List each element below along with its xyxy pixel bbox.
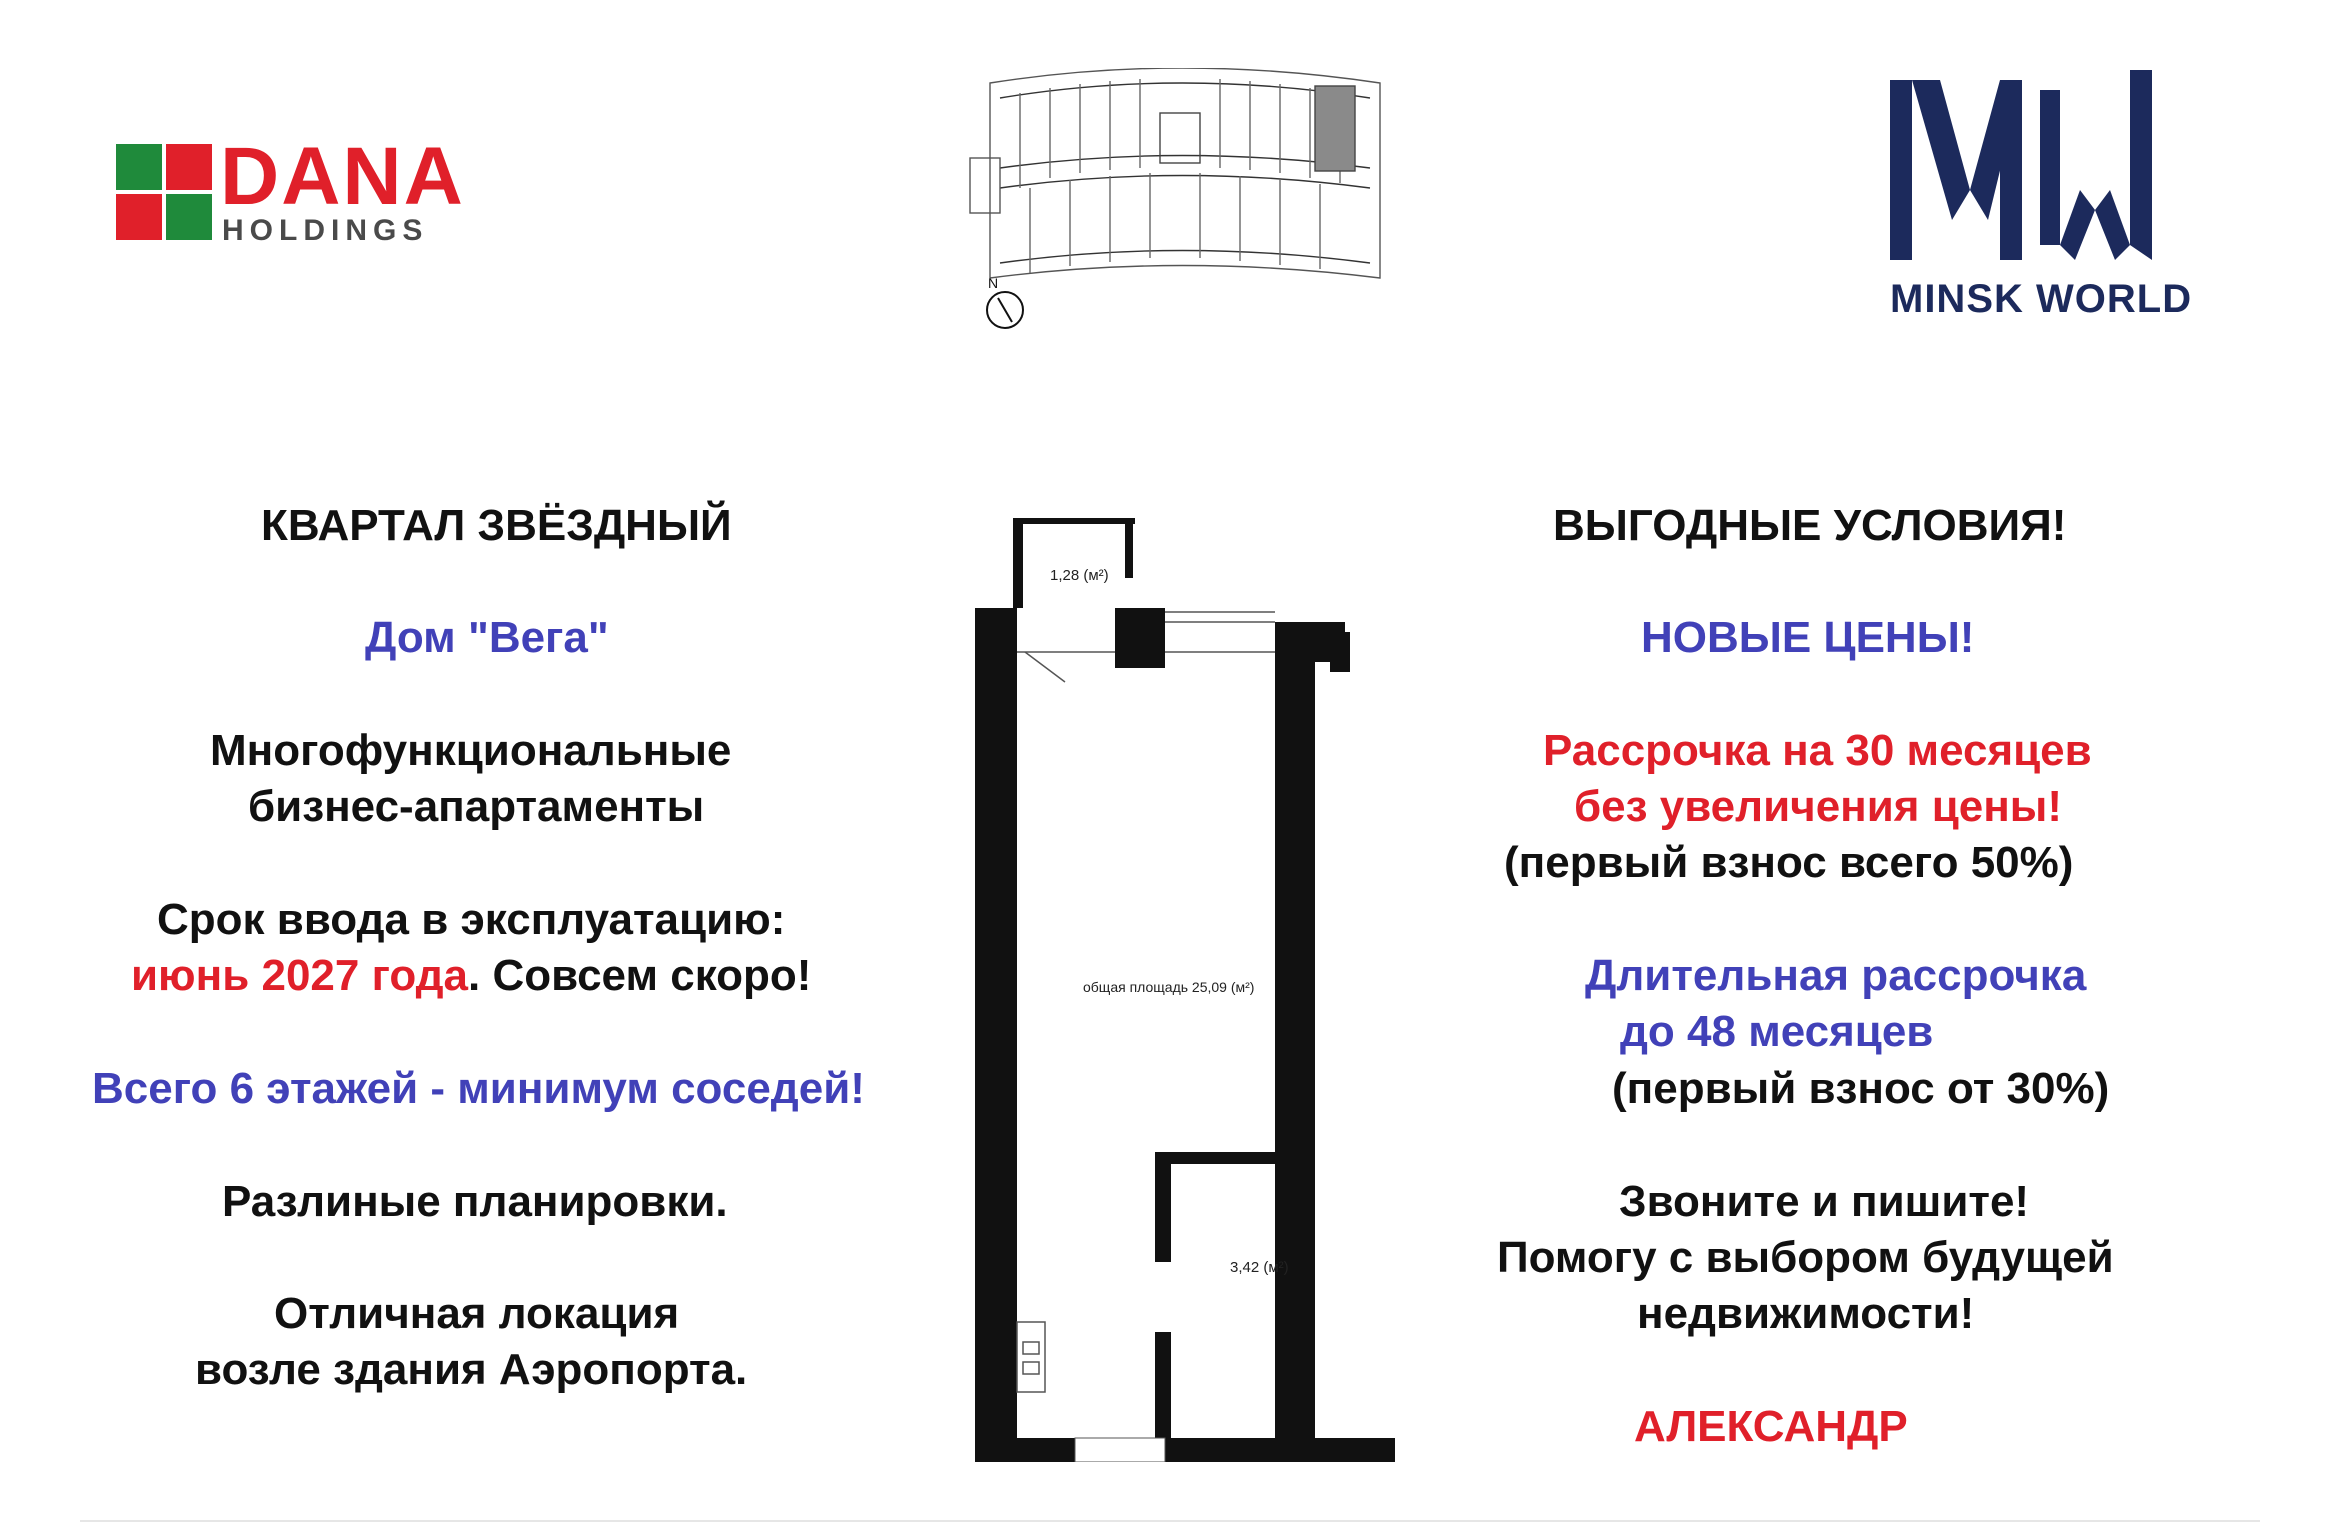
district-heading: КВАРТАЛ ЗВЁЗДНЫЙ (261, 501, 732, 550)
site-plan-diagram (960, 68, 1400, 343)
installment-line-2: без увеличения цены! (1574, 782, 2063, 831)
location-line-1: Отличная локация (274, 1289, 680, 1338)
layouts-note: Разлиные планировки. (222, 1177, 728, 1226)
deadline-suffix: . Совсем скоро! (468, 951, 812, 1000)
apartment-type-line-1: Многофункциональные (210, 726, 732, 775)
agent-name: АЛЕКСАНДР (1634, 1402, 1908, 1451)
apartment-floor-plan (975, 512, 1395, 1462)
bottom-divider (80, 1520, 2260, 1522)
compass-label: N (988, 275, 999, 291)
dana-holdings-logo (116, 144, 496, 248)
call-line-2: Помогу с выбором будущей (1497, 1233, 2114, 1282)
long-installment-line-3: (первый взнос от 30%) (1612, 1064, 2110, 1113)
total-area-label: общая площадь 25,09 (м²) (1083, 979, 1255, 995)
new-prices: НОВЫЕ ЦЕНЫ! (1641, 613, 1975, 662)
conditions-heading: ВЫГОДНЫЕ УСЛОВИЯ! (1553, 501, 2067, 550)
long-installment-line-1: Длительная рассрочка (1585, 951, 2087, 1000)
long-installment-line-2: до 48 месяцев (1620, 1007, 1934, 1056)
bath-area-label: 3,42 (м²) (1230, 1259, 1289, 1276)
dana-word: DANA (220, 144, 465, 222)
floors-note: Всего 6 этажей - минимум соседей! (92, 1064, 865, 1113)
house-name: Дом "Вега" (365, 613, 609, 662)
deadline-label: Срок ввода в эксплуатацию: (157, 895, 786, 944)
minsk-world-label: MINSK WORLD (1890, 277, 2193, 320)
dana-sub: HOLDINGS (222, 214, 429, 247)
location-line-2: возле здания Аэропорта. (195, 1345, 748, 1394)
deadline-line (131, 951, 812, 1000)
installment-line-3: (первый взнос всего 50%) (1504, 838, 2074, 887)
deadline-date: июнь 2027 года (131, 951, 469, 1000)
balcony-area-label: 1,28 (м²) (1050, 567, 1109, 584)
apartment-type-line-2: бизнес-апартаменты (248, 782, 705, 831)
minsk-world-logo (1890, 70, 2240, 320)
installment-line-1: Рассрочка на 30 месяцев (1543, 726, 2092, 775)
call-line-3: недвижимости! (1637, 1289, 1975, 1338)
call-line-1: Звоните и пишите! (1619, 1177, 2030, 1226)
